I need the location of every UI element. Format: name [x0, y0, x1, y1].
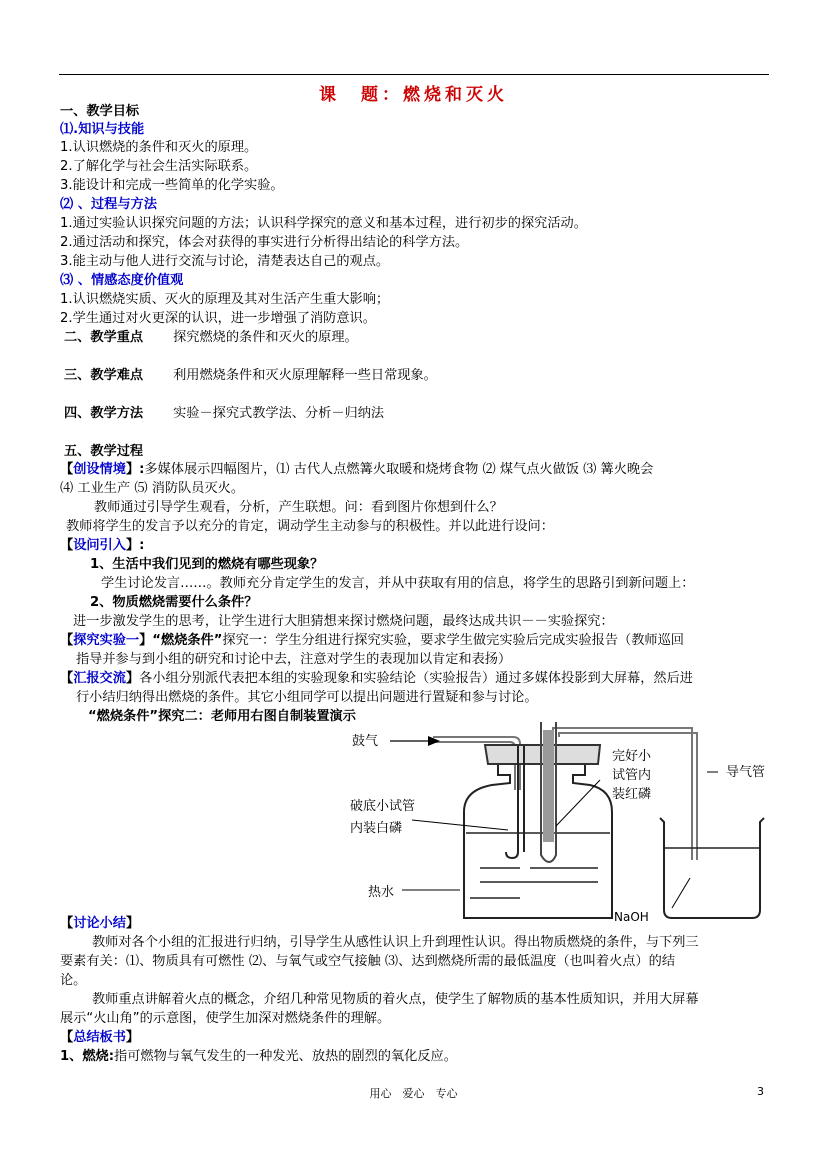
page-footer: 用心 爱心 专心: [369, 1087, 458, 1100]
bracket: 【: [60, 462, 74, 477]
experiment-one-paragraph: [60, 632, 684, 649]
question-1: 1、生活中我们见到的燃烧有哪些现象？: [90, 557, 324, 572]
section-1-heading: 一、教学目标: [60, 104, 140, 119]
sub-heading-knowledge: ⑴.知识与技能: [60, 122, 145, 137]
bracket: 】“燃烧条件”: [139, 633, 223, 648]
objective-line: 1.认识燃烧的条件和灭火的原理。: [60, 140, 258, 155]
method-text: 实验－探究式教学法、分析－归纳法: [173, 406, 385, 421]
label-hot-water: 热水: [368, 885, 395, 900]
leader-line: [672, 878, 690, 908]
question-intro-tag: 设问引入: [73, 538, 126, 553]
apparatus-diagram: [340, 722, 780, 926]
question-intro-heading: [60, 537, 144, 554]
method-row: [64, 405, 384, 422]
report-paragraph: [60, 670, 693, 687]
bracket: 【: [60, 916, 74, 931]
definition-label: 1、燃烧:: [60, 1049, 115, 1064]
bracket: 】: [125, 916, 140, 931]
beaker: [660, 818, 764, 918]
bracket: 【: [60, 1030, 74, 1045]
paragraph-text: 学生讨论发言……。教师充分肯定学生的发言，并从中获取有用的信息，将学生的思路引到新问题上：: [101, 576, 695, 591]
paragraph-text: 进一步激发学生的思考，让学生进行大胆猜想来探讨燃烧问题，最终达成共识－－实验探究：: [73, 614, 614, 629]
bracket: 】:: [125, 538, 145, 553]
label-white-phosphorus: 内装白磷: [350, 821, 403, 836]
paragraph-text: 行小结归纳得出燃烧的条件。其它小组同学可以提出问题进行置疑和参与讨论。: [76, 690, 538, 705]
bracket: 【: [60, 538, 74, 553]
objective-line: 2.学生通过对火更深的认识，进一步增强了消防意识。: [60, 311, 376, 326]
page-number: 3: [757, 1085, 764, 1098]
summary-tag: 总结板书: [73, 1030, 126, 1045]
difficulty-row: [64, 367, 437, 384]
label-red-phosphorus: 完好小: [612, 749, 652, 764]
label-white-phosphorus: 破底小试管: [350, 799, 416, 814]
bracket: 【: [60, 671, 74, 686]
label-red-phosphorus: 试管内: [612, 768, 652, 783]
paragraph-text: 论。: [60, 973, 87, 988]
bracket: 】: [125, 671, 140, 686]
bracket: 【: [60, 633, 74, 648]
leader-line: [412, 820, 508, 830]
objective-line: 3.能设计和完成一些简单的化学实验。: [60, 178, 284, 193]
scenario-paragraph: [60, 461, 653, 478]
label-naoh: NaOH: [614, 910, 649, 924]
paragraph-text: ⑷ 工业生产 ⑸ 消防队员灭火。: [60, 481, 245, 496]
definition-row: [60, 1048, 457, 1065]
sub-heading-attitude: ⑶ 、情感态度价值观: [60, 273, 184, 288]
paragraph-text: 探究一：学生分组进行探究实验，要求学生做完实验后完成实验报告（教师巡回: [222, 633, 684, 648]
difficulty-label: 三、教学难点: [64, 368, 144, 383]
difficulty-text: 利用燃烧条件和灭火原理解释一些日常现象。: [173, 368, 437, 383]
page-title: 课 题：燃烧和灭火: [319, 85, 508, 105]
paragraph-text: 多媒体展示四幅图片，⑴ 古代人点燃篝火取暖和烧烤食物 ⑵ 煤气点火做饭 ⑶ 篝火晚会: [144, 462, 654, 477]
objective-line: 2.了解化学与社会生活实际联系。: [60, 159, 258, 174]
leader-line: [556, 780, 600, 826]
paragraph-text: 要素有关：⑴、物质具有可燃性 ⑵、与氧气或空气接触 ⑶、达到燃烧所需的最低温度（也叫着火点）的结: [60, 954, 676, 969]
discussion-heading: [60, 915, 139, 932]
label-air: 鼓气: [352, 734, 379, 749]
objective-line: 1.认识燃烧实质、灭火的原理及其对生活产生重大影响；: [60, 292, 390, 307]
report-tag: 汇报交流: [73, 671, 126, 686]
section-5-heading: 五、教学过程: [64, 444, 144, 459]
method-label: 四、教学方法: [64, 406, 144, 421]
objective-line: 1.通过实验认识探究问题的方法；认识科学探究的意义和基本过程，进行初步的探究活动。: [60, 216, 587, 231]
key-point-text: 探究燃烧的条件和灭火的原理。: [173, 330, 358, 345]
delivery-tube-joint: [553, 728, 587, 737]
bracket: 】:: [125, 462, 145, 477]
key-point-row: [64, 329, 358, 346]
label-delivery-tube: 导气管: [726, 765, 766, 780]
rubber-stopper: [485, 745, 600, 764]
objective-line: 2.通过活动和探究，体会对获得的事实进行分析得出结论的科学方法。: [60, 235, 469, 250]
experiment-two-heading: “燃烧条件”探究二：老师用右图自制装置演示: [88, 709, 356, 724]
question-2: 2、物质燃烧需要什么条件？: [90, 595, 258, 610]
header-rule: [59, 74, 769, 75]
bracket: 】: [125, 1030, 140, 1045]
wide-mouth-bottle: [464, 764, 612, 918]
discussion-tag: 讨论小结: [73, 916, 126, 931]
paragraph-text: 教师通过引导学生观看，分析，产生联想。问：看到图片你想到什么？: [94, 500, 503, 515]
sub-heading-process: ⑵ 、过程与方法: [60, 197, 157, 212]
paragraph-text: 展示“火山角”的示意图，使学生加深对燃烧条件的理解。: [60, 1011, 391, 1026]
objective-line: 3.能主动与他人进行交流与讨论，清楚表达自己的观点。: [60, 254, 390, 269]
paragraph-text: 指导并参与到小组的研究和讨论中去，注意对学生的表现加以肯定和表扬）: [76, 652, 512, 667]
paragraph-text: 教师将学生的发言予以充分的肯定，调动学生主动参与的积极性。并以此进行设问：: [66, 519, 554, 534]
key-point-label: 二、教学重点: [64, 330, 144, 345]
label-red-phosphorus: 装红磷: [612, 787, 652, 802]
experiment-tag: 探究实验一: [73, 633, 140, 648]
paragraph-text: 教师重点讲解着火点的概念，介绍几种常见物质的着火点，使学生了解物质的基本性质知识，并用大屏幕: [92, 992, 699, 1007]
definition-text: 指可燃物与氧气发生的一种发光、放热的剧烈的氧化反应。: [114, 1049, 457, 1064]
summary-heading: [60, 1029, 139, 1046]
paragraph-text: 各小组分别派代表把本组的实验现象和实验结论（实验报告）通过多媒体投影到大屏幕，然后进: [139, 671, 693, 686]
scenario-tag: 创设情境: [73, 462, 126, 477]
paragraph-text: 教师对各个小组的汇报进行归纳，引导学生从感性认识上升到理性认识。得出物质燃烧的条件，与下列三: [92, 935, 699, 950]
